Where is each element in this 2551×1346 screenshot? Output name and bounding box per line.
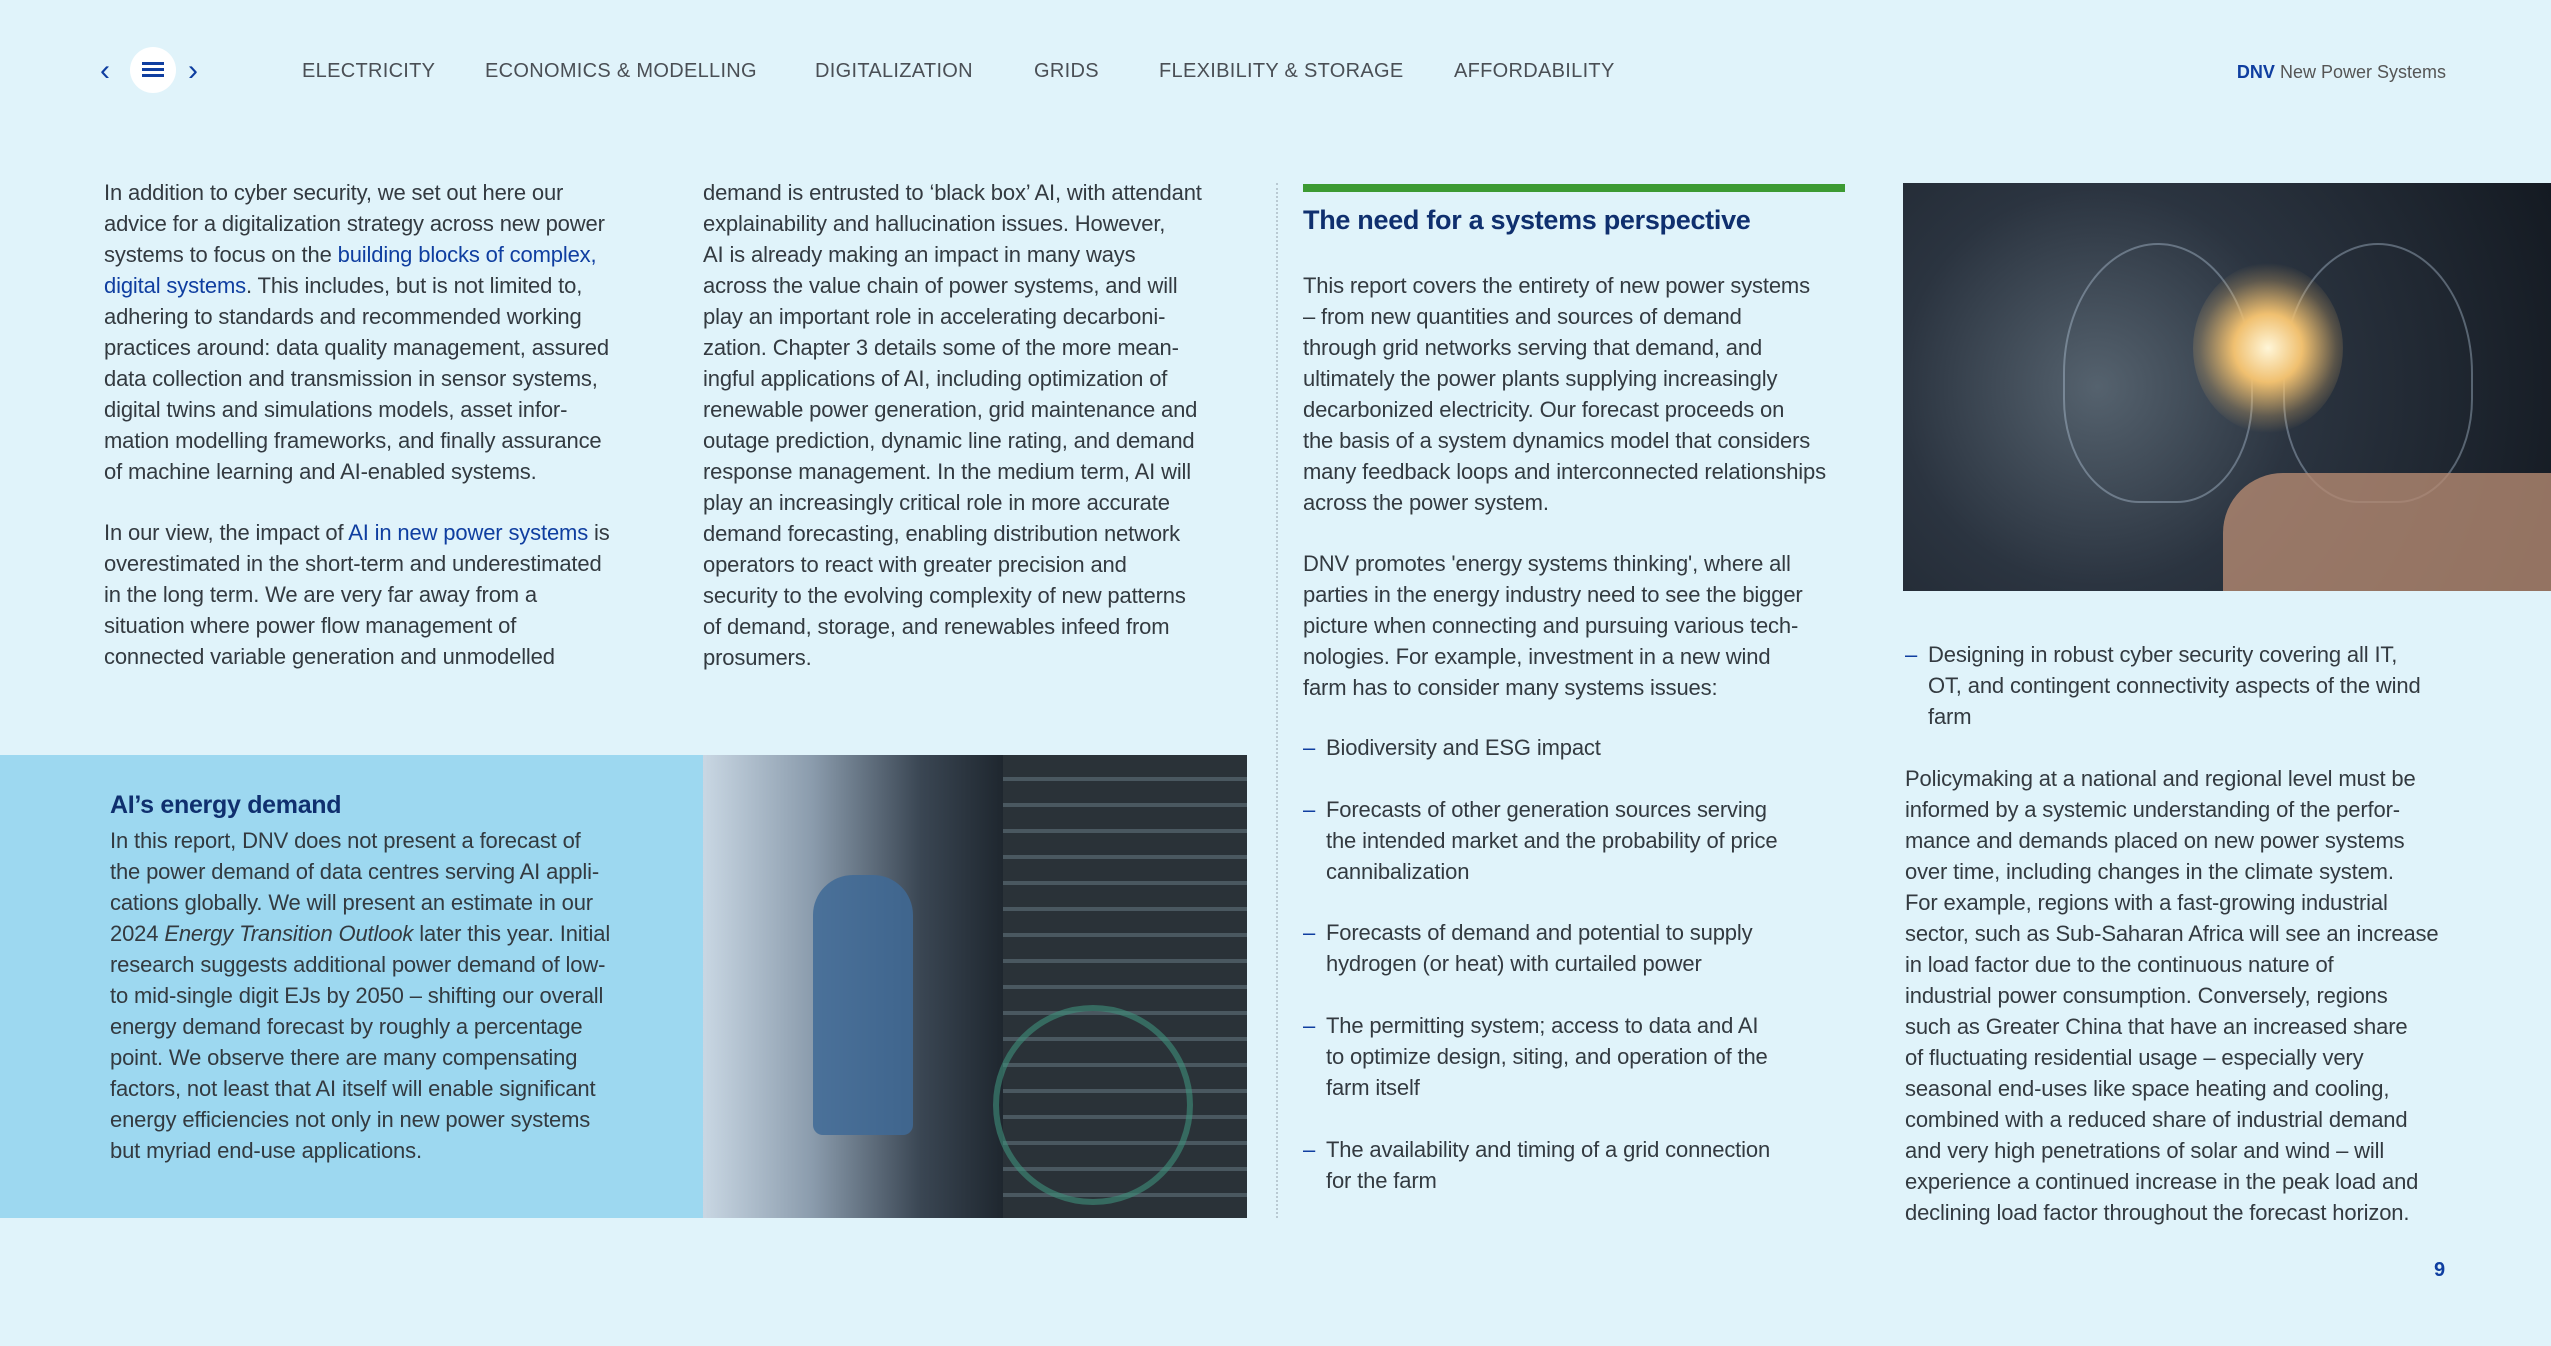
page-number: 9 xyxy=(2434,1259,2446,1281)
text-line: picture when connecting and pursuing various tech- xyxy=(1303,613,1799,638)
lightbulb xyxy=(2193,263,2343,433)
text-line: Biodiversity and ESG impact xyxy=(1326,735,1601,760)
list-item-text xyxy=(1326,1010,1768,1103)
dash-bullet: – xyxy=(1905,642,1918,667)
list-item-text xyxy=(1326,732,1601,763)
text-line: industrial power consumption. Conversely, regions xyxy=(1905,983,2388,1008)
hand xyxy=(2223,473,2551,591)
col2-paragraph-1 xyxy=(703,177,1202,673)
text-line xyxy=(110,918,610,949)
text-line: many feedback loops and interconnected relationships xyxy=(1303,459,1826,484)
text-line: decarbonized electricity. Our forecast proceeds on xyxy=(1303,397,1785,422)
col3-paragraph-2 xyxy=(1303,548,1803,703)
text-line: over time, including changes in the climate system. xyxy=(1905,859,2394,884)
text-line: declining load factor throughout the forecast horizon. xyxy=(1905,1200,2410,1225)
text-line: research suggests additional power demand of low- xyxy=(110,952,606,977)
chevron-right-icon[interactable]: › xyxy=(188,54,198,87)
text-line: advice for a digitalization strategy across new power xyxy=(104,211,605,236)
column-divider xyxy=(1276,183,1278,1218)
text-line: combined with a reduced share of industrial demand xyxy=(1905,1107,2408,1132)
text-line: adhering to standards and recommended working xyxy=(104,304,582,329)
engineer-figure xyxy=(813,875,913,1135)
col1-paragraph-2 xyxy=(104,517,610,672)
text-span: later this year. Initial xyxy=(413,921,611,946)
text-span: is xyxy=(588,520,610,545)
text-line: through grid networks serving that demand, and xyxy=(1303,335,1763,360)
text-line: – from new quantities and sources of demand xyxy=(1303,304,1742,329)
text-line: but myriad end-use applications. xyxy=(110,1138,422,1163)
text-line: farm has to consider many systems issues: xyxy=(1303,675,1718,700)
menu-button[interactable] xyxy=(130,47,176,93)
text-line: mance and demands placed on new power systems xyxy=(1905,828,2405,853)
text-line: situation where power flow management of xyxy=(104,613,517,638)
text-line: nologies. For example, investment in a new wind xyxy=(1303,644,1771,669)
text-line: to mid-single digit EJs by 2050 – shifting our overall xyxy=(110,983,604,1008)
text-line: cannibalization xyxy=(1326,859,1470,884)
box-body xyxy=(110,825,610,1166)
inline-link[interactable]: AI in new power systems xyxy=(348,520,589,545)
text-line: prosumers. xyxy=(703,645,812,670)
list-item-text xyxy=(1326,794,1777,887)
brand-title: New Power Systems xyxy=(2279,62,2446,82)
text-span: 2024 xyxy=(110,921,165,946)
text-line: energy efficiencies not only in new power systems xyxy=(110,1107,591,1132)
text-line: mation modelling frameworks, and finally assurance xyxy=(104,428,602,453)
nav-flexibility-storage[interactable]: FLEXIBILITY & STORAGE xyxy=(1159,60,1404,82)
text-line: cations globally. We will present an estimate in our xyxy=(110,890,593,915)
text-span: Energy Transition Outlook xyxy=(164,921,414,946)
list-item-text xyxy=(1326,917,1752,979)
text-line: In this report, DNV does not present a forecast of xyxy=(110,828,581,853)
text-line: farm xyxy=(1928,704,1972,729)
text-line: overestimated in the short-term and underestimated xyxy=(104,551,602,576)
nav-grids[interactable]: GRIDS xyxy=(1034,60,1099,82)
hamburger-icon xyxy=(142,62,164,65)
text-line: For example, regions with a fast-growing industrial xyxy=(1905,890,2388,915)
list-item-text xyxy=(1326,1134,1770,1196)
text-line: ultimately the power plants supplying increasingly xyxy=(1303,366,1778,391)
hamburger-line xyxy=(142,74,164,77)
text-line xyxy=(104,517,610,548)
text-line: explainability and hallucination issues. However, xyxy=(703,211,1166,236)
text-line: sector, such as Sub-Saharan Africa will see an increase xyxy=(1905,921,2439,946)
text-line xyxy=(104,239,609,270)
dash-bullet: – xyxy=(1303,1137,1316,1162)
text-line: across the power system. xyxy=(1303,490,1549,515)
section-accent-bar xyxy=(1303,184,1845,192)
text-line: for the farm xyxy=(1326,1168,1437,1193)
nav-electricity[interactable]: ELECTRICITY xyxy=(302,60,436,82)
text-line: Policymaking at a national and regional level must be xyxy=(1905,766,2416,791)
text-line: parties in the energy industry need to see the bigger xyxy=(1303,582,1803,607)
text-line: OT, and contingent connectivity aspects of the wind xyxy=(1928,673,2421,698)
text-line: energy demand forecast by roughly a percentage xyxy=(110,1014,583,1039)
box-heading: AI’s energy demand xyxy=(110,791,342,819)
text-line: outage prediction, dynamic line rating, and demand xyxy=(703,428,1195,453)
lightbulb-gears-photo xyxy=(1903,183,2551,591)
text-line: point. We observe there are many compensating xyxy=(110,1045,578,1070)
text-line: response management. In the medium term, AI will xyxy=(703,459,1192,484)
text-line: across the value chain of power systems, and will xyxy=(703,273,1178,298)
text-line: Forecasts of demand and potential to supply xyxy=(1326,920,1753,945)
nav-economics-modelling[interactable]: ECONOMICS & MODELLING xyxy=(485,60,757,82)
text-line: to optimize design, siting, and operation of the xyxy=(1326,1044,1768,1069)
text-span: . This includes, but is not limited to, xyxy=(246,273,583,298)
dash-bullet: – xyxy=(1303,920,1316,945)
top-navigation xyxy=(0,50,2551,92)
inline-link[interactable]: building blocks of complex, xyxy=(337,242,597,267)
text-line: and very high penetrations of solar and wind – will xyxy=(1905,1138,2385,1163)
text-line: the basis of a system dynamics model that considers xyxy=(1303,428,1811,453)
nav-affordability[interactable]: AFFORDABILITY xyxy=(1454,60,1615,82)
text-line: This report covers the entirety of new power systems xyxy=(1303,273,1810,298)
data-center-photo xyxy=(703,755,1247,1218)
text-line: practices around: data quality management, assured xyxy=(104,335,609,360)
text-line: seasonal end-uses like space heating and cooling, xyxy=(1905,1076,2390,1101)
text-line: farm itself xyxy=(1326,1075,1420,1100)
text-line: Forecasts of other generation sources serving xyxy=(1326,797,1767,822)
text-line: factors, not least that AI itself will enable significant xyxy=(110,1076,596,1101)
hamburger-line xyxy=(142,68,164,71)
text-line: AI is already making an impact in many ways xyxy=(703,242,1136,267)
systems-perspective-heading: The need for a systems perspective xyxy=(1303,205,1751,235)
cables xyxy=(993,1005,1193,1205)
text-line: informed by a systemic understanding of the perfor- xyxy=(1905,797,2400,822)
text-line: renewable power generation, grid maintenance and xyxy=(703,397,1198,422)
text-line: zation. Chapter 3 details some of the more mean- xyxy=(703,335,1179,360)
text-line: connected variable generation and unmodelled xyxy=(104,644,555,669)
text-line: of demand, storage, and renewables infeed from xyxy=(703,614,1170,639)
brand xyxy=(2237,62,2446,83)
ai-energy-demand-box xyxy=(0,755,703,1218)
text-line: operators to react with greater precision and xyxy=(703,552,1127,577)
text-line: demand forecasting, enabling distribution network xyxy=(703,521,1180,546)
text-line: The availability and timing of a grid connection xyxy=(1326,1137,1771,1162)
text-line: DNV promotes 'energy systems thinking', where all xyxy=(1303,551,1791,576)
dash-bullet: – xyxy=(1303,1013,1316,1038)
text-line: the power demand of data centres serving AI appli- xyxy=(110,859,600,884)
text-line: in load factor due to the continuous nature of xyxy=(1905,952,2334,977)
text-line: such as Greater China that have an increased share xyxy=(1905,1014,2408,1039)
text-span: In our view, the impact of xyxy=(104,520,349,545)
text-line: data collection and transmission in sensor systems, xyxy=(104,366,598,391)
col4-paragraph-1 xyxy=(1905,763,2438,1228)
inline-link[interactable]: digital systems xyxy=(104,273,247,298)
text-line: of machine learning and AI-enabled systems. xyxy=(104,459,537,484)
text-line: ingful applications of AI, including optimization of xyxy=(703,366,1168,391)
text-line xyxy=(104,270,609,301)
dash-bullet: – xyxy=(1303,735,1316,760)
text-line: hydrogen (or heat) with curtailed power xyxy=(1326,951,1702,976)
text-line: digital twins and simulations models, asset infor- xyxy=(104,397,568,422)
col3-paragraph-1 xyxy=(1303,270,1826,518)
brand-logo-text: DNV xyxy=(2236,62,2275,82)
text-line: security to the evolving complexity of new patterns xyxy=(703,583,1186,608)
list-item-text xyxy=(1928,639,2421,732)
text-line: play an increasingly critical role in more accurate xyxy=(703,490,1170,515)
text-line: The permitting system; access to data and AI xyxy=(1326,1013,1759,1038)
nav-digitalization[interactable]: DIGITALIZATION xyxy=(815,60,973,82)
chevron-left-icon[interactable]: ‹ xyxy=(100,54,110,87)
text-line: the intended market and the probability of price xyxy=(1326,828,1778,853)
text-line: demand is entrusted to ‘black box’ AI, with attendant xyxy=(703,180,1202,205)
col1-paragraph-1 xyxy=(104,177,609,487)
text-line: play an important role in accelerating decarboni- xyxy=(703,304,1166,329)
dash-bullet: – xyxy=(1303,797,1316,822)
text-line: Designing in robust cyber security covering all IT, xyxy=(1928,642,2398,667)
text-span: systems to focus on the xyxy=(104,242,338,267)
text-line: in the long term. We are very far away from a xyxy=(104,582,538,607)
text-line: experience a continued increase in the peak load and xyxy=(1905,1169,2419,1194)
text-line: of fluctuating residential usage – especially very xyxy=(1905,1045,2364,1070)
text-line: In addition to cyber security, we set out here our xyxy=(104,180,564,205)
